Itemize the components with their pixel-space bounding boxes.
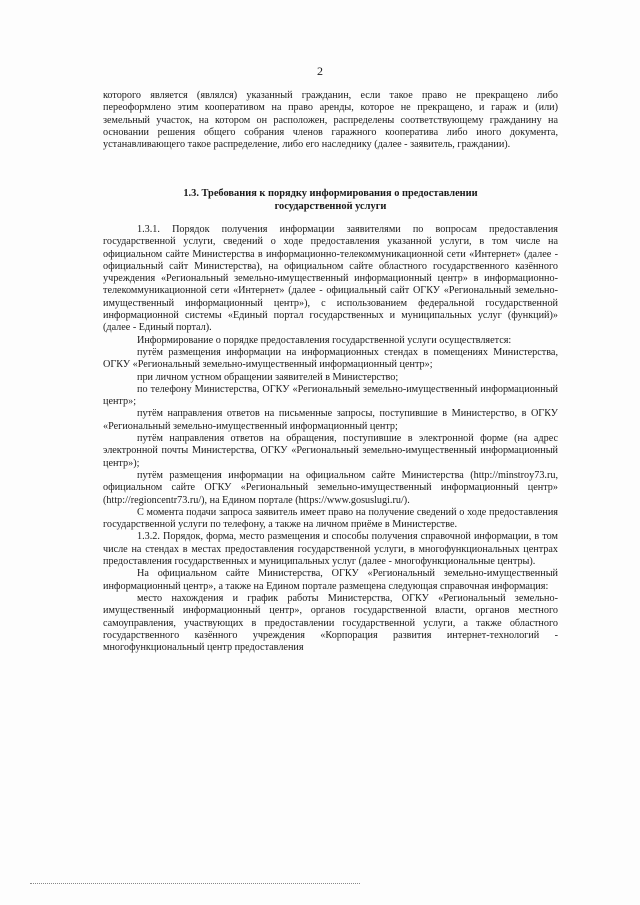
paragraph-1-3-1: 1.3.1. Порядок получения информации заявителями по вопросам предоставления государственной услуги, сведений о ходе предоставления указанной услуги, в том числе на официальном сайте Министерства в информационно-телекоммуникационной сети «Интернет» (далее - официальный сайт Министерства), на официальном сайте областного государственного казённого учреждения «Региональный земельно-имущественный информационный центр» в информационно-телекоммуникационной сети «Интернет» (далее - официальный сайт ОГКУ «Региональный земельно-имущественный информационный центр»), с использованием федеральной государственной информационной системы «Единый портал государственных и муниципальных услуг (функций)» (далее - Единый портал). <box>103 224 558 334</box>
paragraph-informing: Информирование о порядке предоставления государственной услуги осуществляется: <box>137 334 512 346</box>
section-title <box>103 188 558 213</box>
paragraph-phone: по телефону Министерства, ОГКУ «Региональный земельно-имущественный информационный центр»; <box>103 383 558 408</box>
paragraph-written-requests: путём направления ответов на письменные запросы, поступившие в Министерство, в ОГКУ «Региональный земельно-имущественный информационный центр; <box>103 408 558 432</box>
paragraph-stands: путём размещения информации на информационных стендах в помещениях Министерства, ОГКУ «Региональный земельно-имущественный информационный центр»; <box>103 346 558 371</box>
intro-paragraph: которого является (являлся) указанный гражданин, если такое право не прекращено либо переоформлено этим кооперативом на право аренды, которое не прекращено, и гараж и (или) земельный участок, на котором он расположен, распределены соответствующему гражданину на основании решения общего собрания членов гаражного кооператива либо иного документа, устанавливающего такое распределение, либо его наследнику (далее - заявитель, граждании). <box>103 90 558 151</box>
paragraph-location-schedule: место нахождения и график работы Министерства, ОГКУ «Региональный земельно-имущественный информационный центр», органов государственной власти, органов местного самоуправления, участвующих в предоставлении государственной услуги, а также областного государственного казённого учреждения «Корпорация развития интернет-технологий - многофункциональный центр предоставления <box>103 592 558 654</box>
footer-divider <box>30 883 360 884</box>
paragraph-1-3-2: 1.3.2. Порядок, форма, место размещения и способы получения справочной информации, в том числе на стендах в местах предоставления государственной услуги, в многофункциональных центрах предоставления государственных и муниципальных услуг (далее - многофункциональные центры). <box>103 531 558 568</box>
paragraph-websites: путём размещения информации на официальном сайте Министерства (http://minstroy73.ru, официальном сайте ОГКУ «Региональный земельно-имущественный информационный центр» (http://regioncentr73.ru/), на Едином портале (https://www.gosuslugi.ru/). <box>103 469 558 506</box>
body-text-block <box>103 224 558 654</box>
page-number: 2 <box>317 64 323 78</box>
paragraph-request-status: С момента подачи запроса заявитель имеет право на получение сведений о ходе предоставления государственной услуги по телефону, а также на личном приёме в Министерстве. <box>103 506 558 531</box>
intro-paragraph-block <box>103 90 558 151</box>
paragraph-reference-info: На официальном сайте Министерства, ОГКУ «Региональный земельно-имущественный информационный центр», а также на Едином портале размещена следующая справочная информация: <box>103 568 558 592</box>
paragraph-personal-visit: при личном устном обращении заявителей в Министерство; <box>137 371 399 383</box>
paragraph-electronic: путём направления ответов на обращения, поступившие в электронной форме (на адрес электронной почты Министерства, ОГКУ «Региональный земельно-имущественный информационный центр»); <box>103 433 558 469</box>
section-title-line-1: 1.3. Требования к порядку информирования о предоставлении <box>183 188 478 199</box>
section-title-line-2: государственной услуги <box>274 200 387 212</box>
